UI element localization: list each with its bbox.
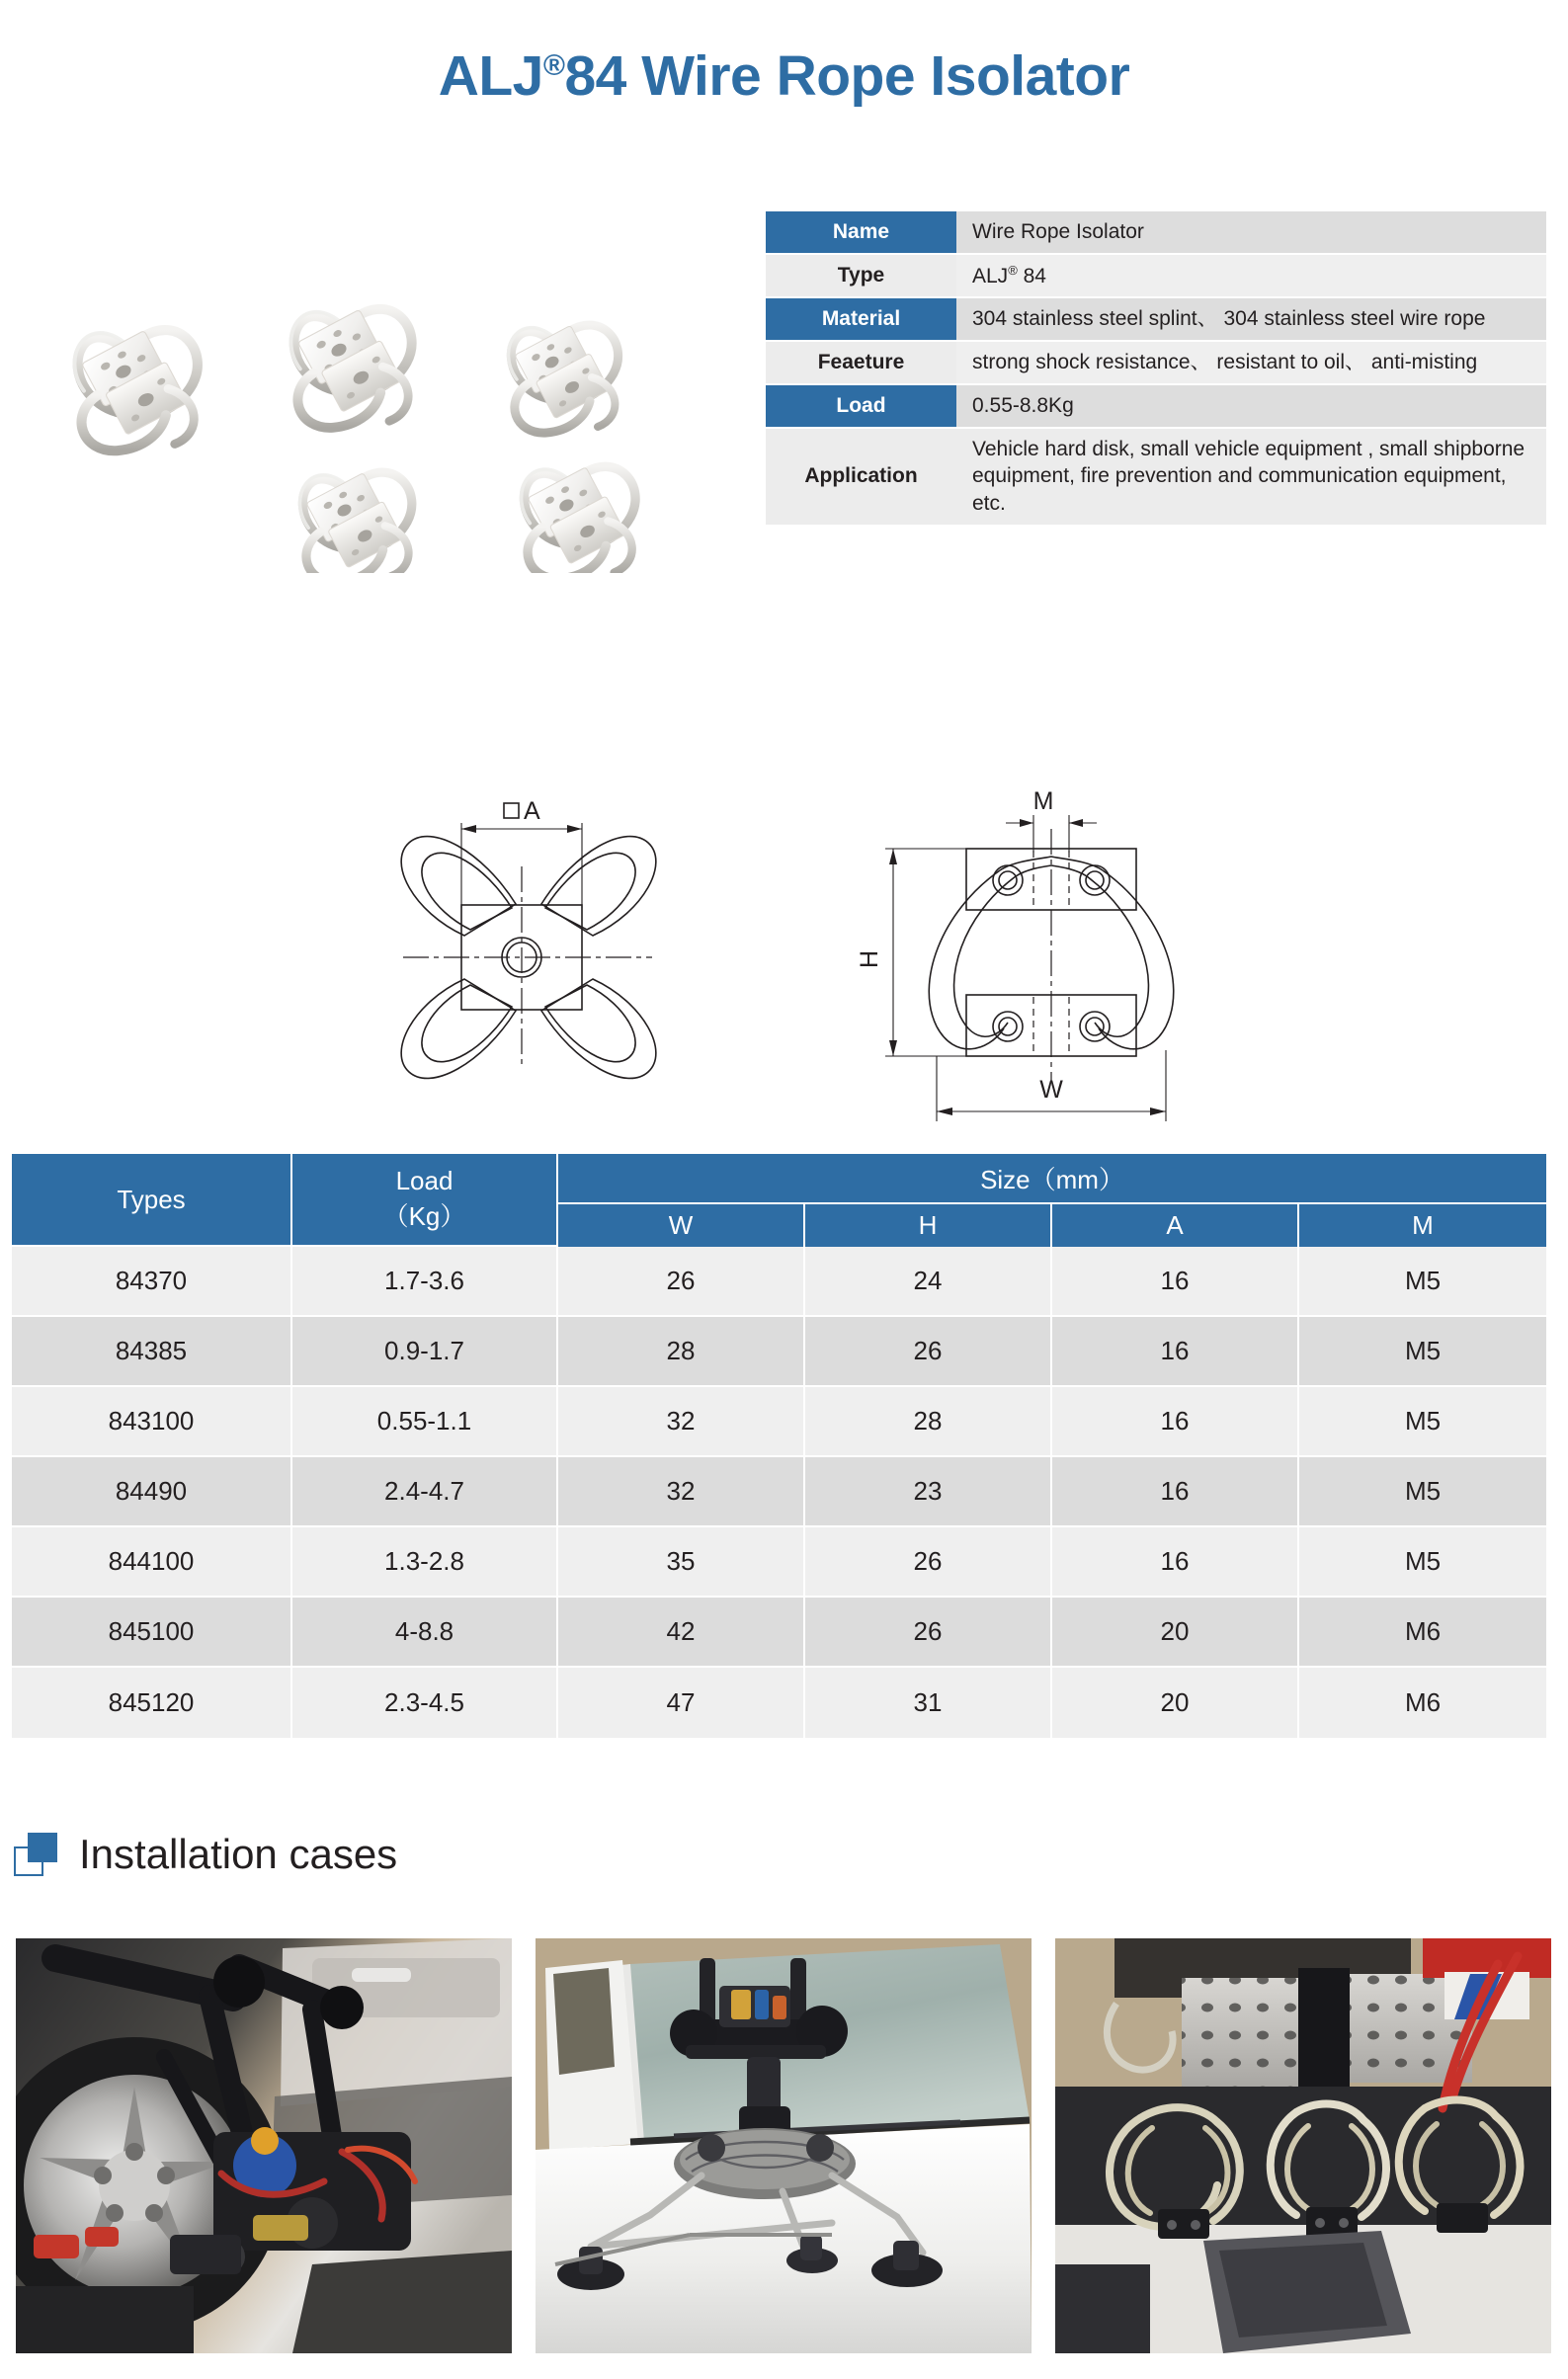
size-cell-load: 0.9-1.7 [292,1317,558,1387]
size-cell-h: 26 [805,1527,1052,1598]
spec-value-name: Wire Rope Isolator [956,211,1546,255]
spec-label-material: Material [766,298,956,342]
square-outline-icon [14,1846,43,1876]
size-cell-a: 16 [1052,1527,1299,1598]
size-table-header-row-1 [12,1154,1546,1204]
spec-value-type-brand: ALJ [972,264,1009,287]
size-cell-m: M5 [1299,1317,1546,1387]
installation-cases-title: Installation cases [79,1831,398,1877]
size-cell-load: 0.55-1.1 [292,1387,558,1457]
registered-trademark-icon: ® [542,49,565,82]
size-cell-w: 32 [558,1387,805,1457]
size-header-m: M [1299,1204,1546,1247]
size-cell-a: 16 [1052,1457,1299,1527]
size-header-load [292,1154,558,1247]
size-cell-type: 845100 [12,1598,292,1668]
size-cell-w: 28 [558,1317,805,1387]
spec-value-type-number: 84 [1017,264,1046,287]
spec-row-load [766,385,1546,429]
size-cell-type: 843100 [12,1387,292,1457]
size-cell-load: 1.7-3.6 [292,1247,558,1317]
size-header-size: Size（mm） [558,1154,1546,1204]
size-cell-h: 26 [805,1598,1052,1668]
table-row [12,1317,1546,1387]
dimension-label-w: W [1039,1076,1063,1104]
size-cell-w: 26 [558,1247,805,1317]
spec-label-application: Application [766,429,956,527]
spec-row-material [766,298,1546,342]
installation-case-photo-3 [1055,1938,1551,2353]
size-cell-type: 844100 [12,1527,292,1598]
installation-case-photo-1 [16,1938,512,2353]
drawing-top-view [366,785,692,1131]
size-cell-a: 16 [1052,1387,1299,1457]
size-cell-a: 20 [1052,1598,1299,1668]
size-cell-w: 42 [558,1598,805,1668]
size-cell-m: M5 [1299,1457,1546,1527]
page-title-brand: ALJ [438,44,543,108]
page-title [0,43,1568,109]
registered-trademark-icon: ® [1008,262,1018,278]
specification-table [766,211,1546,527]
spec-label-type: Type [766,255,956,299]
spec-value-material: 304 stainless steel splint、 304 stainless steel wire rope [956,298,1546,342]
size-cell-load: 1.3-2.8 [292,1527,558,1598]
size-cell-type: 84370 [12,1247,292,1317]
spec-value-application: Vehicle hard disk, small vehicle equipment , small shipborne equipment, fire prevention and communication equipment, etc. [956,429,1546,527]
size-cell-w: 47 [558,1668,805,1738]
size-cell-w: 35 [558,1527,805,1598]
size-header-w: W [558,1204,805,1247]
spec-label-load: Load [766,385,956,429]
size-cell-type: 84385 [12,1317,292,1387]
spec-label-name: Name [766,211,956,255]
installation-case-photo-2 [536,1938,1032,2353]
size-cell-m: M6 [1299,1598,1546,1668]
spec-row-feature [766,342,1546,385]
dimension-label-h: H [856,949,883,969]
table-row [12,1247,1546,1317]
size-cell-a: 20 [1052,1668,1299,1738]
size-cell-h: 28 [805,1387,1052,1457]
spec-label-feature: Feaeture [766,342,956,385]
spec-value-type [956,255,1546,299]
double-square-icon [14,1833,57,1876]
size-header-a: A [1052,1204,1299,1247]
size-cell-m: M5 [1299,1387,1546,1457]
drawing-side-view [850,785,1245,1136]
size-header-load-line1: Load [395,1166,454,1195]
spec-row-name [766,211,1546,255]
size-cell-m: M6 [1299,1668,1546,1738]
spec-value-load: 0.55-8.8Kg [956,385,1546,429]
size-table [12,1154,1546,1738]
installation-cases-gallery [16,1938,1552,2353]
dimension-label-a: A [524,797,540,825]
size-cell-load: 2.4-4.7 [292,1457,558,1527]
size-cell-w: 32 [558,1457,805,1527]
table-row [12,1387,1546,1457]
size-header-h: H [805,1204,1052,1247]
table-row [12,1598,1546,1668]
table-row [12,1668,1546,1738]
product-photo [20,227,711,573]
spec-row-type [766,255,1546,299]
spec-value-feature: strong shock resistance、 resistant to oil、 anti-misting [956,342,1546,385]
size-cell-h: 26 [805,1317,1052,1387]
size-cell-m: M5 [1299,1247,1546,1317]
size-cell-type: 84490 [12,1457,292,1527]
size-cell-a: 16 [1052,1317,1299,1387]
spec-row-application [766,429,1546,527]
size-header-load-line2: （Kg） [382,1201,466,1231]
size-cell-h: 23 [805,1457,1052,1527]
size-header-types: Types [12,1154,292,1247]
size-cell-a: 16 [1052,1247,1299,1317]
table-row [12,1457,1546,1527]
size-cell-load: 4-8.8 [292,1598,558,1668]
dimension-label-m: M [1032,787,1054,815]
size-cell-type: 845120 [12,1668,292,1738]
technical-drawings [326,785,1245,1136]
size-cell-m: M5 [1299,1527,1546,1598]
size-cell-h: 24 [805,1247,1052,1317]
installation-cases-heading [14,1831,397,1878]
table-row [12,1527,1546,1598]
size-cell-load: 2.3-4.5 [292,1668,558,1738]
page-title-rest: 84 Wire Rope Isolator [564,44,1130,108]
size-cell-h: 31 [805,1668,1052,1738]
